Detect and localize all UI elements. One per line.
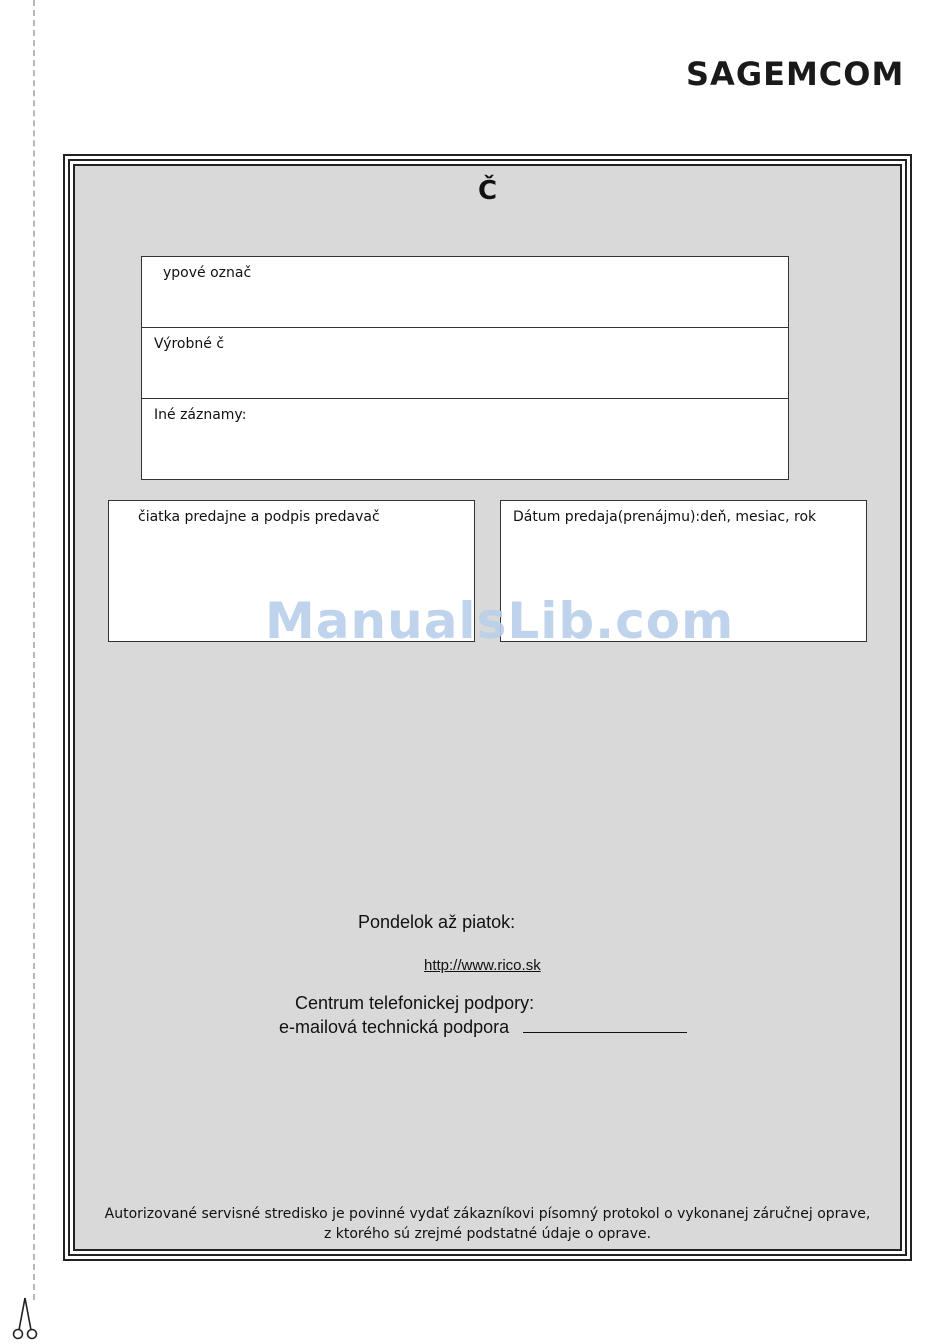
warranty-card-body <box>73 164 902 1251</box>
sale-date-label: Dátum predaja(prenájmu):deň, mesiac, rok <box>513 509 817 525</box>
phone-support-label: Centrum telefonickej podpory: <box>295 993 535 1013</box>
product-info-table <box>141 256 789 480</box>
other-notes-field[interactable] <box>142 399 788 479</box>
sale-date-box[interactable] <box>500 500 867 642</box>
shop-stamp-box[interactable] <box>108 500 475 642</box>
warranty-card <box>63 154 912 1261</box>
website-link[interactable]: http://www.rico.sk <box>424 957 541 974</box>
cut-line <box>33 0 35 1300</box>
watermark: ManualsLib.com <box>265 592 735 650</box>
type-field[interactable] <box>142 257 788 328</box>
shop-stamp-label: čiatka predajne a podpis predavač <box>138 509 380 525</box>
serial-label: Výrobné č <box>154 336 225 352</box>
card-heading: Č <box>477 176 498 206</box>
email-blank-line <box>523 1031 687 1033</box>
other-notes-label: Iné záznamy: <box>154 407 247 423</box>
email-support-label: e-mailová technická podpora <box>279 1017 510 1037</box>
footer-note <box>75 1204 900 1244</box>
footer-line-2: z ktorého sú zrejmé podstatné údaje o oprave. <box>323 1226 652 1242</box>
scissors-icon <box>10 1296 40 1340</box>
serial-field[interactable] <box>142 328 788 399</box>
email-support-row <box>279 1017 900 1038</box>
brand-logo: SAGEMCOM <box>686 55 905 93</box>
footer-line-1: Autorizované servisné stredisko je povinné vydať zákazníkovi písomný protokol o vykonanej záručnej oprave, <box>104 1206 871 1222</box>
type-label: ypové označ <box>163 265 252 281</box>
support-hours: Pondelok až piatok: <box>358 912 516 932</box>
